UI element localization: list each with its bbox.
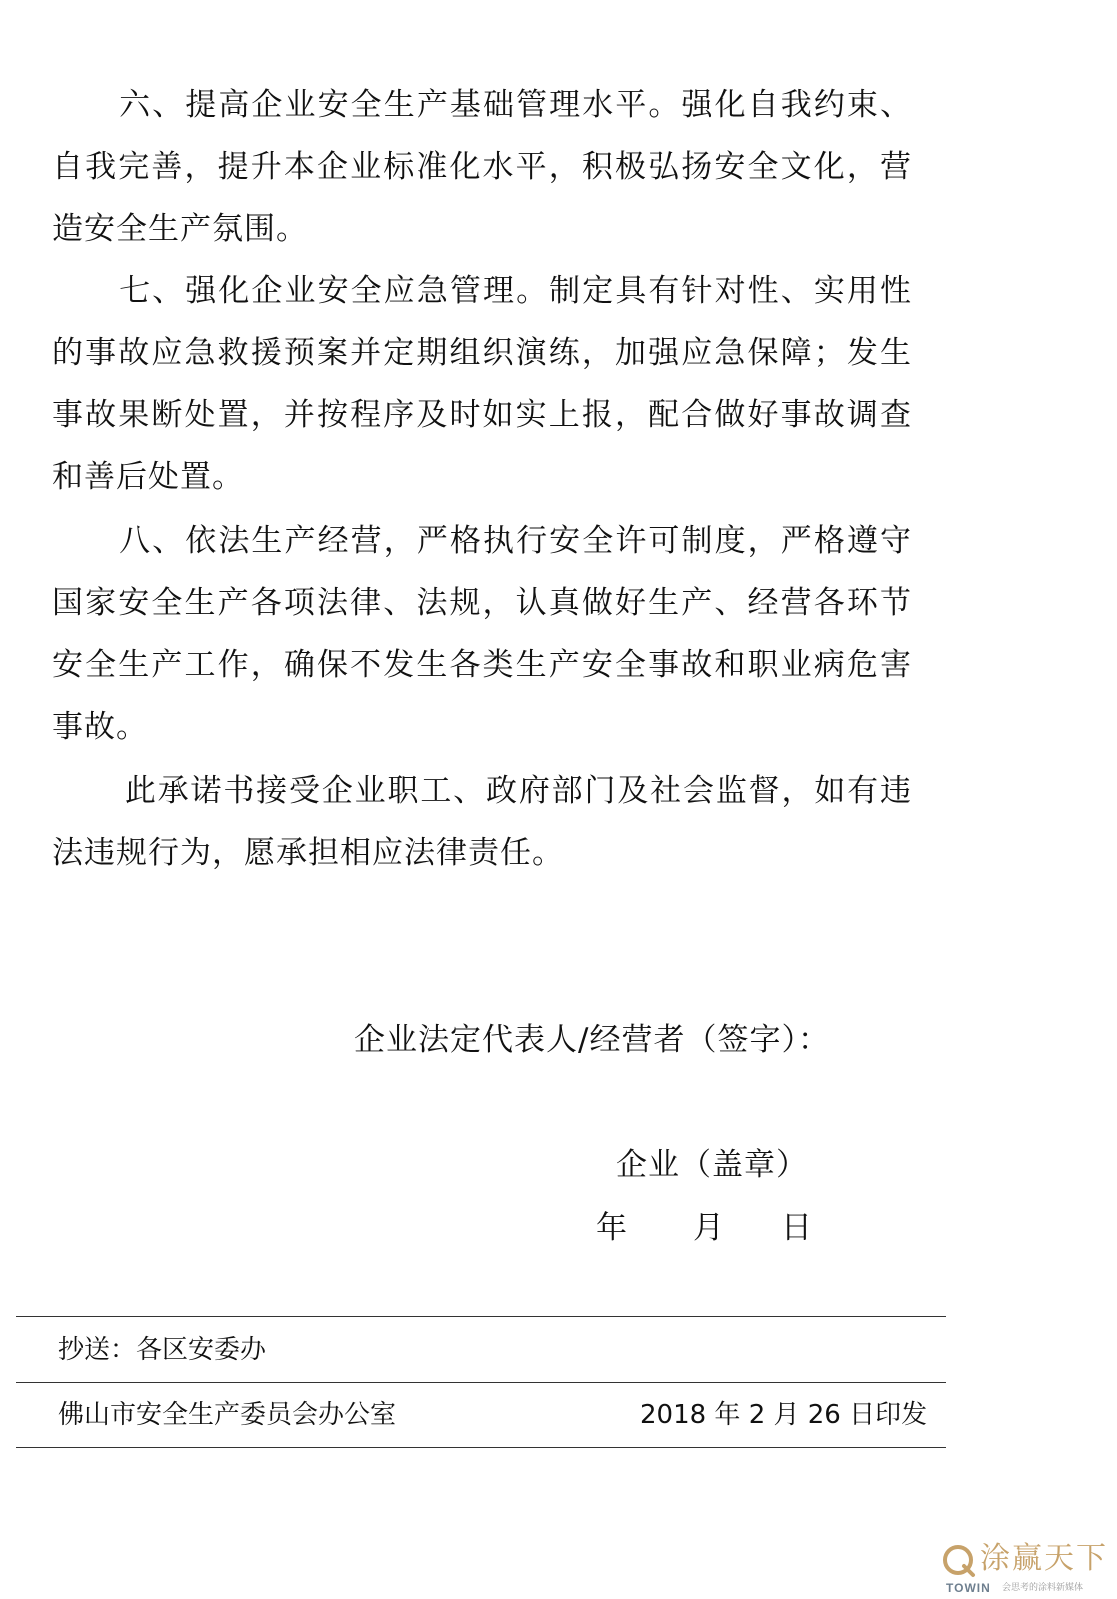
- closing-paragraph: 此承诺书接受企业职工、政府部门及社会监督，如有违法违规行为，愿承担相应法律责任。: [52, 773, 912, 871]
- footer-divider-bottom: [16, 1447, 946, 1448]
- company-seal-label: 企业（盖章）: [616, 1147, 808, 1183]
- cc-line: 抄送：各区安委办: [58, 1335, 267, 1365]
- date-month-label: 月: [693, 1210, 725, 1246]
- watermark-name: 涂赢天下: [980, 1541, 1108, 1576]
- date-day-label: 日: [781, 1210, 813, 1246]
- paragraph-eight: 八、依法生产经营，严格执行安全许可制度，严格遵守国家安全生产各项法律、法规，认真做好生产、经营各环节安全生产工作，确保不发生各类生产安全事故和职业病危害事故。: [52, 523, 912, 745]
- issue-date: 2018 年 2 月 26 日印发: [640, 1400, 928, 1430]
- representative-signature-label: 企业法定代表人/经营者（签字）：: [354, 1022, 830, 1058]
- watermark-brand: TOWIN: [946, 1581, 991, 1595]
- issuer-name: 佛山市安全生产委员会办公室: [58, 1400, 397, 1430]
- date-year-label: 年: [596, 1210, 628, 1246]
- paragraph-six: 六、提高企业安全生产基础管理水平。强化自我约束、自我完善，提升本企业标准化水平，积极弘扬安全文化，营造安全生产氛围。: [52, 87, 912, 247]
- watermark-tagline: 会思考的涂料新媒体: [1002, 1583, 1084, 1593]
- watermark: [940, 1538, 1110, 1596]
- footer-divider-top: [16, 1316, 946, 1317]
- paragraph-seven: 七、强化企业安全应急管理。制定具有针对性、实用性的事故应急救援预案并定期组织演练，加强应急保障；发生事故果断处置，并按程序及时如实上报，配合做好事故调查和善后处置。: [52, 273, 912, 495]
- towin-logo-icon: [942, 1544, 976, 1578]
- footer-divider-middle: [16, 1382, 946, 1383]
